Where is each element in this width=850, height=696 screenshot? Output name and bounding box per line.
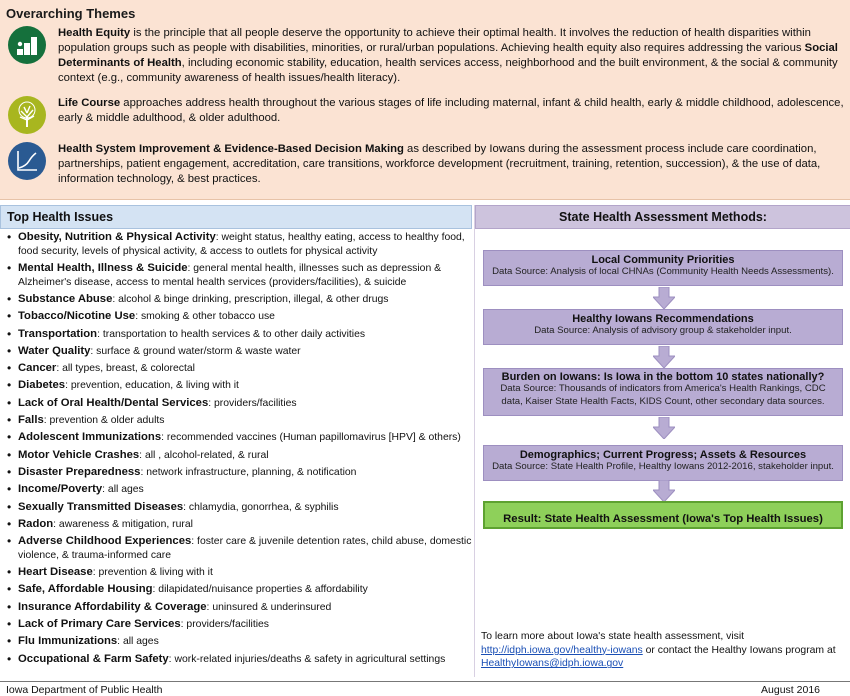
health-issue-item <box>6 379 472 393</box>
health-equity-text <box>58 26 846 86</box>
method-step-burden <box>483 368 843 416</box>
health-issue-desc: : alcohol & binge drinking, prescription, illegal, & other drugs <box>112 294 389 305</box>
health-issue-item <box>6 618 472 632</box>
health-issue-name: Lack of Primary Care Services <box>18 618 181 631</box>
method-step-local-priorities <box>483 250 843 286</box>
health-issue-name: Motor Vehicle Crashes <box>18 448 140 461</box>
health-issue-desc: : weight status, healthy eating, access to healthy food, food security, levels of physical activity, & access to outlets for physical activity <box>18 232 465 257</box>
health-issue-item <box>6 310 472 324</box>
health-issue-item <box>6 328 472 342</box>
health-issue-item <box>6 397 472 411</box>
health-issue-desc: : uninsured & underinsured <box>206 601 332 613</box>
health-issue-item <box>6 466 472 480</box>
healthy-iowans-link[interactable]: http://idph.iowa.gov/healthy-iowans <box>481 644 643 656</box>
health-issue-name: Obesity, Nutrition & Physical Activity <box>18 231 216 243</box>
health-issue-name: Mental Health, Illness & Suicide <box>18 262 188 274</box>
health-issue-name: Safe, Affordable Housing <box>18 583 153 596</box>
assessment-methods-title: State Health Assessment Methods: <box>559 210 767 224</box>
learn-more-middle: or contact the Healthy Iowans program at <box>642 644 836 656</box>
health-issue-desc: : providers/facilities <box>208 397 297 409</box>
flow-arrow-down-icon <box>653 346 675 368</box>
health-issue-name: Heart Disease <box>18 566 93 579</box>
life-course-term: Life Course <box>58 97 121 109</box>
health-equity-desc-1: is the principle that all people deserve the opportunity to achieve their optimal health. It involves the reduction of health disparities within population groups such as people with disabilities, minorities, or rural/urban populations. Achieving health equity also requires addressing the various <box>58 27 811 54</box>
health-issue-desc: : recommended vaccines (Human papillomavirus [HPV] & others) <box>161 432 461 444</box>
health-issue-item <box>6 583 472 597</box>
top-health-issues-list <box>6 231 472 670</box>
health-issue-item <box>6 345 472 359</box>
life-course-desc: approaches address health throughout the various stages of life including maternal, infant & child health, early & middle childhood, adolescence, early & middle adulthood, & older adulthood. <box>58 97 844 124</box>
top-health-issues-title: Top Health Issues <box>7 210 114 224</box>
health-issue-desc: : prevention & older adults <box>43 415 165 427</box>
method-step-source: Data Source: Analysis of advisory group & stakeholder input. <box>534 325 792 336</box>
overarching-themes-panel <box>0 0 850 200</box>
health-issue-desc: : smoking & other tobacco use <box>135 311 275 323</box>
health-issue-name: Adverse Childhood Experiences <box>18 535 192 548</box>
result-state-health-assessment <box>483 501 843 529</box>
health-issue-desc: : transportation to health services & to other daily activities <box>97 328 366 340</box>
method-step-title: Demographics; Current Progress; Assets & Resources <box>519 449 807 461</box>
health-issue-item <box>6 635 472 649</box>
health-issue-item <box>6 535 472 562</box>
health-issue-name: Cancer <box>18 362 57 375</box>
life-course-text <box>58 96 846 126</box>
health-issue-desc: : surface & ground water/storm & waste water <box>90 345 301 357</box>
social-determinants-term: Social Determinants of Health <box>58 42 838 69</box>
health-issue-desc: : prevention & living with it <box>92 567 213 579</box>
health-issue-item <box>6 601 472 615</box>
health-issue-desc: : prevention, education, & living with it <box>65 380 239 392</box>
flow-arrow-down-icon <box>653 480 675 502</box>
health-issue-item <box>6 431 472 445</box>
health-system-text <box>58 142 846 187</box>
method-step-demographics <box>483 445 843 481</box>
method-step-title: Burden on Iowans: Is Iowa in the bottom 10 states nationally? <box>501 371 825 383</box>
health-issue-name: Income/Poverty <box>18 483 103 496</box>
learn-more-intro: To learn more about Iowa's state health assessment, visit <box>481 631 745 642</box>
trend-graph-icon <box>8 142 46 180</box>
health-equity-desc-2: , including economic stability, education, health services access, neighborhood and the built environment, & the social & community context (e.g., community awareness of health issues/health literacy). <box>58 57 838 84</box>
health-issue-item <box>6 231 472 258</box>
health-issue-item <box>6 262 472 289</box>
health-issue-item <box>6 653 472 667</box>
health-issue-name: Flu Immunizations <box>18 635 118 648</box>
health-issue-item <box>6 449 472 463</box>
health-issue-desc: : network infrastructure, planning, & notification <box>140 466 357 478</box>
health-issue-name: Diabetes <box>18 379 66 392</box>
health-issue-desc: : awareness & mitigation, rural <box>53 518 193 530</box>
method-step-title: Healthy Iowans Recommendations <box>572 313 754 325</box>
health-issue-name: Occupational & Farm Safety <box>18 652 169 665</box>
health-issue-desc: : dilapidated/nuisance properties & affordability <box>152 584 368 596</box>
result-label: Result: State Health Assessment (Iowa's Top Health Issues) <box>503 513 823 525</box>
health-equity-term: Health Equity <box>58 27 131 39</box>
health-issue-name: Disaster Preparedness <box>18 465 141 478</box>
health-issue-name: Water Quality <box>18 344 91 357</box>
health-issue-item <box>6 501 472 515</box>
method-step-source: Data Source: State Health Profile, Healthy Iowans 2012-2016, stakeholder input. <box>492 461 834 472</box>
equity-steps-icon <box>8 26 46 64</box>
healthy-iowans-email-link[interactable]: HealthyIowans@idph.iowa.gov <box>481 658 624 670</box>
method-step-source: Data Source: Analysis of local CHNAs (Community Health Needs Assessments). <box>492 266 834 277</box>
health-issue-desc: : work-related injuries/deaths & safety in agricultural settings <box>168 653 446 665</box>
health-issue-item <box>6 566 472 580</box>
health-issue-name: Substance Abuse <box>18 293 113 305</box>
footer-organization: Iowa Department of Public Health <box>6 684 163 696</box>
health-issue-desc: : general mental health, illnesses such as depression & Alzheimer's disease, access to mental health services (providers/facilities), & suicide <box>18 263 442 288</box>
health-issue-name: Lack of Oral Health/Dental Services <box>18 396 209 409</box>
flow-arrow-down-icon <box>653 417 675 439</box>
health-issue-desc: : foster care & juvenile detention rates, child abuse, domestic violence, & trauma-informed care <box>18 536 472 561</box>
top-health-issues-header <box>0 205 472 229</box>
health-issue-desc: : all , alcohol-related, & rural <box>139 449 269 461</box>
health-issue-desc: : all ages <box>102 484 144 496</box>
method-step-source: Data Source: Thousands of indicators from America's Health Rankings, CDC data, Kaiser State Health Facts, KIDS Count, other secondary data sources. <box>500 383 826 407</box>
health-issue-desc: : all ages <box>117 636 159 648</box>
health-issue-name: Transportation <box>18 327 98 340</box>
page-footer <box>0 681 850 696</box>
health-issue-desc: : all types, breast, & colorectal <box>56 363 195 375</box>
health-system-term: Health System Improvement & Evidence-Based Decision Making <box>58 143 404 155</box>
health-issue-item <box>6 483 472 497</box>
health-issue-item <box>6 414 472 428</box>
health-issue-name: Insurance Affordability & Coverage <box>18 600 207 613</box>
flow-arrow-down-icon <box>653 287 675 309</box>
health-issue-name: Sexually Transmitted Diseases <box>18 500 184 513</box>
assessment-methods-panel <box>474 205 850 677</box>
tree-icon <box>8 96 46 134</box>
health-issue-item <box>6 293 472 307</box>
themes-title: Overarching Themes <box>6 6 136 21</box>
health-issue-desc: : chlamydia, gonorrhea, & syphilis <box>183 501 339 513</box>
health-issue-item <box>6 362 472 376</box>
learn-more-text <box>481 630 847 671</box>
health-issue-name: Falls <box>18 414 44 427</box>
health-issue-name: Tobacco/Nicotine Use <box>18 310 136 323</box>
health-issue-name: Radon <box>18 517 54 530</box>
assessment-methods-header <box>475 205 850 229</box>
method-step-title: Local Community Priorities <box>591 254 735 266</box>
health-issue-item <box>6 518 472 532</box>
health-issue-name: Adolescent Immunizations <box>18 431 162 444</box>
health-system-desc: as described by Iowans during the assessment process include care coordination, partnerships, patient engagement, accreditation, care transitions, workforce development (recruitment, training, retention, succession), & the use of data, information technology, & best practices. <box>58 143 821 185</box>
health-issue-desc: : providers/facilities <box>180 619 270 631</box>
method-step-healthy-iowans <box>483 309 843 345</box>
footer-date: August 2016 <box>761 684 820 696</box>
